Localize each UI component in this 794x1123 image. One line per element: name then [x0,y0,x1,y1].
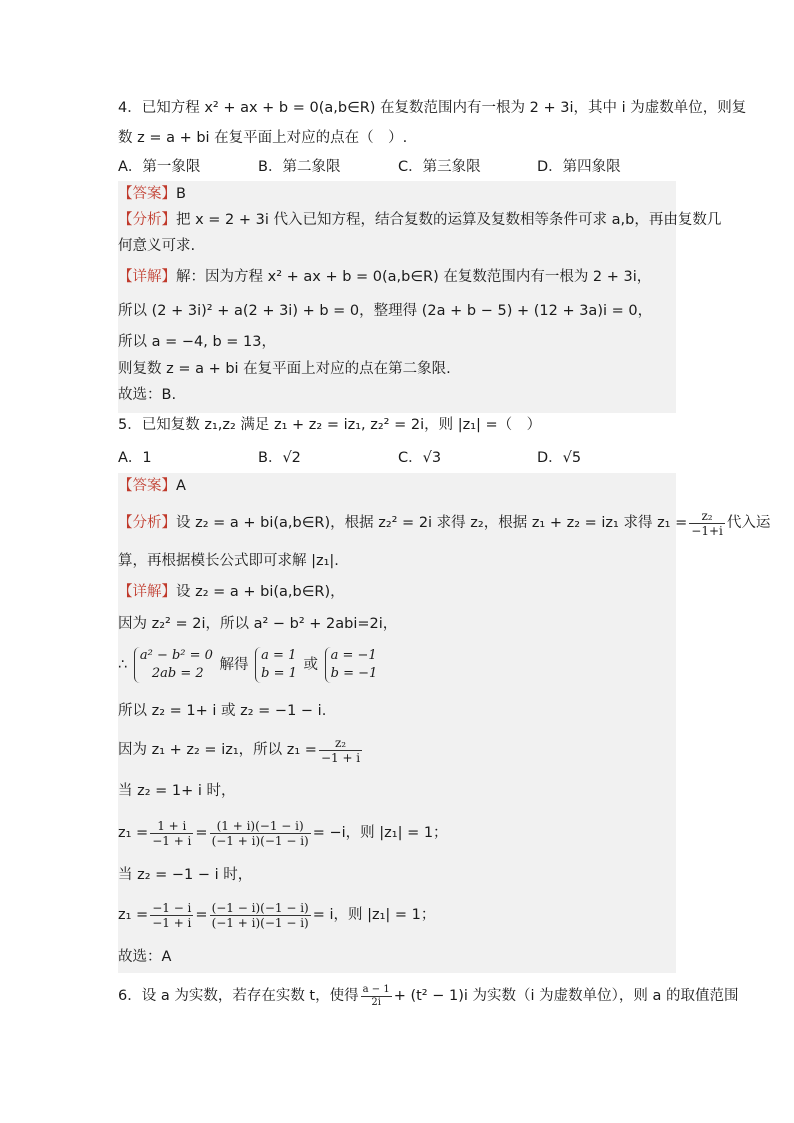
fraction [319,736,362,765]
detail-tag: 【详解】 [118,584,176,600]
fraction-numerator: (1 + i)(−1 − i) [210,819,311,834]
fraction [150,819,193,848]
equation-system [134,647,213,683]
rhs: = −i，则 |z₁| = 1； [312,825,448,841]
q4-stem-line-1: 4．已知方程 x² + ax + b = 0(a,b∈R) 在复数范围内有一根为 2 + 3i，其中 i 为虚数单位，则复 [118,100,747,116]
q6-stem-end: + (t² − 1)i 为实数（i 为虚数单位），则 a 的取值范围 [393,988,739,1004]
lhs: z₁ = [118,825,149,841]
rhs: = i，则 |z₁| = 1； [312,907,436,923]
q4-option-c: C．第三象限 [398,159,481,175]
q4-analysis-line-2: 何意义可求. [118,238,196,254]
detail-tag: 【详解】 [118,269,176,285]
analysis-tag: 【分析】 [118,212,176,228]
answer-tag: 【答案】 [118,478,176,494]
q5-detail-line-8: 当 z₂ = −1 − i 时， [118,867,253,883]
q4-stem-line-2: 数 z = a + bi 在复平面上对应的点在（ ）. [118,130,408,146]
solution-1-b: b = 1 [261,666,297,681]
solve-label: 解得 [219,657,249,673]
fraction-numerator: z₂ [319,736,362,751]
q5-detail-line-2: 因为 z₂² = 2i，所以 a² − b² + 2abi=2i， [118,616,398,632]
fraction-numerator: a − 1 [362,983,390,995]
q4-option-b: B．第二象限 [258,159,341,175]
fraction-numerator: 1 + i [150,819,193,834]
detail-text: 设 z₂ = a + bi(a,b∈R)， [176,584,345,600]
q5-detail-line-9 [118,897,676,933]
detail-text: 解：因为方程 x² + ax + b = 0(a,b∈R) 在复数范围内有一根为 2 + 3i， [176,269,652,285]
solution-system-2 [325,647,378,683]
solution-2-a: a = −1 [330,648,377,663]
fraction [210,819,311,848]
q5-stem: 5．已知复数 z₁,z₂ 满足 z₁ + z₂ = iz₁, z₂² = 2i，则 |z₁| =（ ） [118,417,542,433]
q4-detail-line-3: 所以 a = −4, b = 13， [118,334,276,350]
q5-option-d: D．√5 [537,450,582,466]
fraction [210,901,311,930]
q4-detail-line-5: 故选：B. [118,387,177,403]
q5-detail-line-10: 故选：A [118,949,172,965]
fraction-numerator: (−1 − i)(−1 − i) [211,900,309,915]
q4-detail-line-1 [118,266,676,288]
system-eq-2: 2ab = 2 [151,666,204,681]
fraction [689,509,725,538]
fraction-denominator: −1 + i [152,833,192,848]
answer-value: B [176,186,186,202]
fraction [150,901,193,930]
system-eq-1: a² − b² = 0 [139,648,213,663]
solution-1-a: a = 1 [261,648,297,663]
fraction-numerator: −1 − i [152,900,192,915]
q4-option-a: A．第一象限 [118,159,201,175]
answer-tag: 【答案】 [118,186,176,202]
detail-text: 因为 z₁ + z₂ = iz₁，所以 z₁ = [118,742,317,758]
q4-option-d: D．第四象限 [537,159,621,175]
q5-option-a: A．1 [118,450,152,466]
fraction-denominator: −1 + i [320,750,361,765]
lhs: z₁ = [118,907,149,923]
analysis-text-tail: 代入运 [726,515,771,531]
fraction-denominator: −1 + i [152,915,192,930]
or-label: 或 [303,657,319,673]
solution-2-b: b = −1 [330,666,378,681]
equals: = [195,825,208,841]
q4-analysis-line-1 [118,209,722,231]
fraction-denominator: −1+i [691,523,723,538]
q5-analysis-line-1 [118,508,771,538]
q5-option-c: C．√3 [398,450,442,466]
q5-detail-line-4: 所以 z₂ = 1+ i 或 z₂ = −1 − i. [118,703,327,719]
answer-value: A [176,478,186,494]
q6-stem [118,980,739,1012]
q4-detail-line-4: 则复数 z = a + bi 在复平面上对应的点在第二象限. [118,361,451,377]
fraction-denominator: (−1 + i)(−1 − i) [211,915,309,930]
q5-analysis-line-2: 算，再根据模长公式即可求解 |z₁|. [118,553,339,569]
q5-option-b: B．√2 [258,450,301,466]
q5-detail-line-1 [118,581,676,603]
analysis-text: 把 x = 2 + 3i 代入已知方程，结合复数的运算及复数相等条件可求 a,b，再由复数几 [176,212,722,228]
q4-detail-line-2: 所以 (2 + 3i)² + a(2 + 3i) + b = 0，整理得 (2a + b − 5) + (12 + 3a)i = 0， [118,303,653,319]
q5-detail-line-7 [118,815,676,851]
q5-detail-line-5 [118,734,676,766]
q6-stem-start: 6．设 a 为实数，若存在实数 t，使得 [118,988,359,1004]
fraction-denominator: 2i [371,996,381,1008]
analysis-text: 设 z₂ = a + bi(a,b∈R)，根据 z₂² = 2i 求得 z₂，根据 z₁ + z₂ = iz₁ 求得 z₁ = [176,515,688,531]
q5-detail-system [118,646,676,684]
q4-answer [118,183,676,205]
q5-detail-line-6: 当 z₂ = 1+ i 时， [118,783,236,799]
analysis-tag: 【分析】 [118,515,176,531]
fraction-denominator: (−1 + i)(−1 − i) [211,833,309,848]
q5-answer [118,475,676,497]
equals: = [195,907,208,923]
solution-system-1 [255,647,297,683]
fraction-numerator: z₂ [689,509,725,524]
fraction [361,984,392,1009]
therefore-symbol: ∴ [118,657,128,673]
